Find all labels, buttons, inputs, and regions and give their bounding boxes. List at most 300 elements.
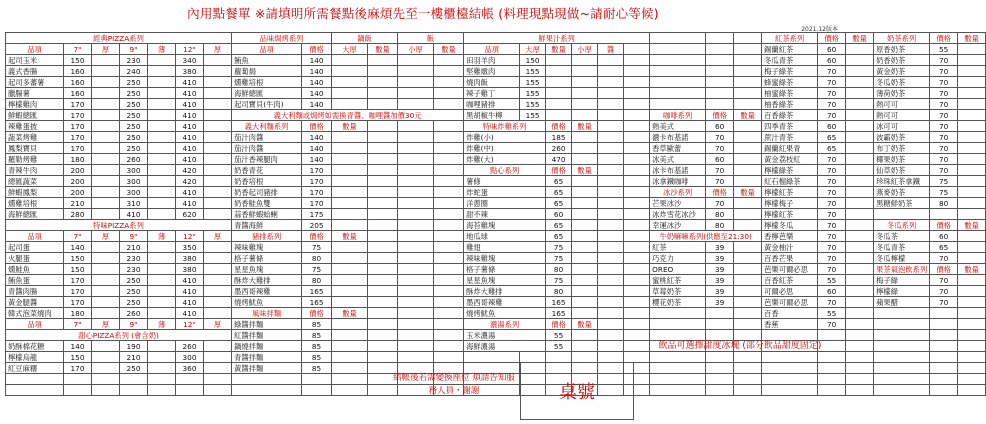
qty-cell[interactable]: [232, 374, 302, 385]
qty-cell[interactable]: [846, 176, 874, 187]
qty-cell[interactable]: [332, 264, 368, 275]
qty-cell[interactable]: [6, 385, 64, 396]
qty-cell[interactable]: [846, 275, 874, 286]
qty-cell[interactable]: [598, 121, 624, 132]
qty-cell[interactable]: [64, 374, 92, 385]
qty-cell[interactable]: [958, 88, 986, 99]
qty-cell[interactable]: [624, 308, 650, 319]
qty-cell[interactable]: [204, 198, 232, 209]
qty-cell[interactable]: [546, 110, 572, 121]
qty-cell[interactable]: [398, 319, 434, 330]
qty-cell[interactable]: [434, 132, 464, 143]
qty-cell[interactable]: [734, 220, 762, 231]
qty-cell[interactable]: [598, 99, 624, 110]
qty-cell[interactable]: [624, 110, 650, 121]
qty-cell[interactable]: [204, 275, 232, 286]
qty-cell[interactable]: [846, 341, 874, 352]
qty-cell[interactable]: [650, 99, 706, 110]
qty-cell[interactable]: [930, 308, 958, 319]
qty-cell[interactable]: [368, 253, 398, 264]
qty-cell[interactable]: [846, 99, 874, 110]
qty-cell[interactable]: [204, 286, 232, 297]
qty-cell[interactable]: [572, 297, 598, 308]
qty-cell[interactable]: [92, 154, 120, 165]
qty-cell[interactable]: [368, 264, 398, 275]
qty-cell[interactable]: [624, 242, 650, 253]
qty-cell[interactable]: [598, 275, 624, 286]
qty-cell[interactable]: [204, 385, 232, 396]
qty-cell[interactable]: [874, 209, 930, 220]
qty-cell[interactable]: [572, 198, 598, 209]
qty-cell[interactable]: [148, 385, 176, 396]
qty-cell[interactable]: [958, 341, 986, 352]
qty-cell[interactable]: [148, 363, 176, 374]
qty-cell[interactable]: [368, 286, 398, 297]
qty-cell[interactable]: [572, 253, 598, 264]
qty-cell[interactable]: [734, 176, 762, 187]
qty-cell[interactable]: [930, 319, 958, 330]
table-number-box[interactable]: [520, 362, 634, 420]
qty-cell[interactable]: [332, 363, 368, 374]
qty-cell[interactable]: [598, 264, 624, 275]
qty-cell[interactable]: [434, 121, 464, 132]
qty-cell[interactable]: [958, 143, 986, 154]
qty-cell[interactable]: [846, 66, 874, 77]
qty-cell[interactable]: [148, 176, 176, 187]
qty-cell[interactable]: [148, 297, 176, 308]
qty-cell[interactable]: [846, 132, 874, 143]
qty-cell[interactable]: [398, 77, 434, 88]
qty-cell[interactable]: [846, 297, 874, 308]
qty-cell[interactable]: [734, 253, 762, 264]
qty-cell[interactable]: [846, 286, 874, 297]
qty-cell[interactable]: [148, 187, 176, 198]
qty-cell[interactable]: [734, 132, 762, 143]
qty-cell[interactable]: [598, 198, 624, 209]
qty-cell[interactable]: [958, 308, 986, 319]
qty-cell[interactable]: [332, 77, 368, 88]
qty-cell[interactable]: [332, 330, 368, 341]
qty-cell[interactable]: [368, 220, 398, 231]
qty-cell[interactable]: [148, 77, 176, 88]
qty-cell[interactable]: [846, 253, 874, 264]
qty-cell[interactable]: [958, 209, 986, 220]
qty-cell[interactable]: [92, 242, 120, 253]
qty-cell[interactable]: [624, 264, 650, 275]
qty-cell[interactable]: [398, 99, 434, 110]
qty-cell[interactable]: [846, 385, 874, 396]
qty-cell[interactable]: [650, 44, 706, 55]
qty-cell[interactable]: [930, 352, 958, 363]
qty-cell[interactable]: [624, 231, 650, 242]
qty-cell[interactable]: [598, 352, 624, 363]
qty-cell[interactable]: [204, 99, 232, 110]
qty-cell[interactable]: [176, 385, 204, 396]
qty-cell[interactable]: [930, 330, 958, 341]
qty-cell[interactable]: [572, 88, 598, 99]
qty-cell[interactable]: [92, 55, 120, 66]
qty-cell[interactable]: [930, 385, 958, 396]
qty-cell[interactable]: [204, 363, 232, 374]
qty-cell[interactable]: [398, 176, 434, 187]
qty-cell[interactable]: [148, 132, 176, 143]
qty-cell[interactable]: [398, 275, 434, 286]
qty-cell[interactable]: [434, 88, 464, 99]
qty-cell[interactable]: [958, 110, 986, 121]
qty-cell[interactable]: [204, 253, 232, 264]
qty-cell[interactable]: [598, 88, 624, 99]
qty-cell[interactable]: [572, 275, 598, 286]
qty-cell[interactable]: [434, 286, 464, 297]
qty-cell[interactable]: [368, 231, 398, 242]
qty-cell[interactable]: [734, 374, 762, 385]
qty-cell[interactable]: [302, 374, 332, 385]
qty-cell[interactable]: [398, 308, 434, 319]
qty-cell[interactable]: [434, 209, 464, 220]
qty-cell[interactable]: [624, 319, 650, 330]
qty-cell[interactable]: [572, 209, 598, 220]
qty-cell[interactable]: [846, 55, 874, 66]
qty-cell[interactable]: [572, 341, 598, 352]
qty-cell[interactable]: [958, 55, 986, 66]
qty-cell[interactable]: [706, 66, 734, 77]
qty-cell[interactable]: [204, 66, 232, 77]
qty-cell[interactable]: [434, 231, 464, 242]
qty-cell[interactable]: [846, 165, 874, 176]
qty-cell[interactable]: [624, 253, 650, 264]
qty-cell[interactable]: [332, 66, 368, 77]
qty-cell[interactable]: [624, 121, 650, 132]
qty-cell[interactable]: [92, 297, 120, 308]
qty-cell[interactable]: [368, 319, 398, 330]
qty-cell[interactable]: [958, 121, 986, 132]
qty-cell[interactable]: [598, 242, 624, 253]
qty-cell[interactable]: [572, 55, 598, 66]
qty-cell[interactable]: [958, 297, 986, 308]
qty-cell[interactable]: [92, 363, 120, 374]
qty-cell[interactable]: [332, 132, 368, 143]
qty-cell[interactable]: [846, 220, 874, 231]
qty-cell[interactable]: [624, 55, 650, 66]
qty-cell[interactable]: [846, 330, 874, 341]
qty-cell[interactable]: [624, 154, 650, 165]
qty-cell[interactable]: [598, 110, 624, 121]
qty-cell[interactable]: [398, 154, 434, 165]
qty-cell[interactable]: [598, 154, 624, 165]
qty-cell[interactable]: [958, 44, 986, 55]
qty-cell[interactable]: [734, 308, 762, 319]
qty-cell[interactable]: [874, 374, 930, 385]
qty-cell[interactable]: [958, 319, 986, 330]
qty-cell[interactable]: [148, 341, 176, 352]
qty-cell[interactable]: [958, 176, 986, 187]
qty-cell[interactable]: [818, 363, 846, 374]
qty-cell[interactable]: [958, 154, 986, 165]
qty-cell[interactable]: [734, 319, 762, 330]
qty-cell[interactable]: [204, 264, 232, 275]
qty-cell[interactable]: [650, 308, 706, 319]
qty-cell[interactable]: [706, 363, 734, 374]
qty-cell[interactable]: [120, 374, 148, 385]
qty-cell[interactable]: [734, 143, 762, 154]
qty-cell[interactable]: [204, 121, 232, 132]
qty-cell[interactable]: [368, 165, 398, 176]
qty-cell[interactable]: [398, 121, 434, 132]
qty-cell[interactable]: [572, 110, 598, 121]
qty-cell[interactable]: [434, 242, 464, 253]
qty-cell[interactable]: [598, 132, 624, 143]
qty-cell[interactable]: [650, 319, 706, 330]
qty-cell[interactable]: [598, 143, 624, 154]
qty-cell[interactable]: [846, 121, 874, 132]
qty-cell[interactable]: [546, 99, 572, 110]
qty-cell[interactable]: [706, 55, 734, 66]
qty-cell[interactable]: [846, 209, 874, 220]
qty-cell[interactable]: [734, 242, 762, 253]
qty-cell[interactable]: [958, 253, 986, 264]
qty-cell[interactable]: [734, 286, 762, 297]
qty-cell[interactable]: [846, 77, 874, 88]
qty-cell[interactable]: [434, 66, 464, 77]
qty-cell[interactable]: [148, 88, 176, 99]
qty-cell[interactable]: [204, 374, 232, 385]
qty-cell[interactable]: [92, 341, 120, 352]
qty-cell[interactable]: [148, 143, 176, 154]
qty-cell[interactable]: [398, 187, 434, 198]
qty-cell[interactable]: [332, 88, 368, 99]
qty-cell[interactable]: [874, 352, 930, 363]
qty-cell[interactable]: [368, 132, 398, 143]
qty-cell[interactable]: [650, 88, 706, 99]
qty-cell[interactable]: [874, 385, 930, 396]
qty-cell[interactable]: [598, 77, 624, 88]
qty-cell[interactable]: [958, 198, 986, 209]
qty-cell[interactable]: [398, 55, 434, 66]
qty-cell[interactable]: [846, 352, 874, 363]
qty-cell[interactable]: [92, 264, 120, 275]
qty-cell[interactable]: [204, 88, 232, 99]
qty-cell[interactable]: [92, 88, 120, 99]
qty-cell[interactable]: [92, 308, 120, 319]
qty-cell[interactable]: [92, 209, 120, 220]
qty-cell[interactable]: [734, 44, 762, 55]
qty-cell[interactable]: [958, 99, 986, 110]
qty-cell[interactable]: [958, 77, 986, 88]
qty-cell[interactable]: [846, 187, 874, 198]
qty-cell[interactable]: [368, 176, 398, 187]
qty-cell[interactable]: [846, 110, 874, 121]
qty-cell[interactable]: [734, 55, 762, 66]
qty-cell[interactable]: [874, 308, 930, 319]
qty-cell[interactable]: [846, 242, 874, 253]
qty-cell[interactable]: [572, 154, 598, 165]
qty-cell[interactable]: [148, 286, 176, 297]
qty-cell[interactable]: [734, 165, 762, 176]
qty-cell[interactable]: [368, 352, 398, 363]
qty-cell[interactable]: [148, 121, 176, 132]
qty-cell[interactable]: [368, 242, 398, 253]
qty-cell[interactable]: [92, 176, 120, 187]
qty-cell[interactable]: [958, 385, 986, 396]
qty-cell[interactable]: [624, 209, 650, 220]
qty-cell[interactable]: [572, 99, 598, 110]
qty-cell[interactable]: [846, 143, 874, 154]
qty-cell[interactable]: [232, 385, 302, 396]
qty-cell[interactable]: [650, 77, 706, 88]
qty-cell[interactable]: [572, 308, 598, 319]
qty-cell[interactable]: [464, 352, 520, 363]
qty-cell[interactable]: [734, 121, 762, 132]
qty-cell[interactable]: [846, 363, 874, 374]
qty-cell[interactable]: [598, 308, 624, 319]
qty-cell[interactable]: [734, 385, 762, 396]
qty-cell[interactable]: [176, 374, 204, 385]
qty-cell[interactable]: [734, 209, 762, 220]
qty-cell[interactable]: [368, 55, 398, 66]
qty-cell[interactable]: [148, 374, 176, 385]
qty-cell[interactable]: [332, 176, 368, 187]
qty-cell[interactable]: [958, 286, 986, 297]
qty-cell[interactable]: [332, 187, 368, 198]
qty-cell[interactable]: [204, 154, 232, 165]
qty-cell[interactable]: [148, 264, 176, 275]
qty-cell[interactable]: [734, 352, 762, 363]
qty-cell[interactable]: [624, 99, 650, 110]
qty-cell[interactable]: [624, 165, 650, 176]
qty-cell[interactable]: [398, 198, 434, 209]
qty-cell[interactable]: [204, 77, 232, 88]
qty-cell[interactable]: [92, 187, 120, 198]
qty-cell[interactable]: [546, 88, 572, 99]
qty-cell[interactable]: [874, 363, 930, 374]
qty-cell[interactable]: [204, 297, 232, 308]
qty-cell[interactable]: [846, 88, 874, 99]
qty-cell[interactable]: [368, 99, 398, 110]
qty-cell[interactable]: [874, 330, 930, 341]
qty-cell[interactable]: [958, 275, 986, 286]
qty-cell[interactable]: [434, 165, 464, 176]
qty-cell[interactable]: [332, 154, 368, 165]
qty-cell[interactable]: [148, 209, 176, 220]
qty-cell[interactable]: [204, 352, 232, 363]
qty-cell[interactable]: [546, 352, 572, 363]
qty-cell[interactable]: [624, 176, 650, 187]
qty-cell[interactable]: [650, 66, 706, 77]
qty-cell[interactable]: [762, 352, 818, 363]
qty-cell[interactable]: [92, 275, 120, 286]
qty-cell[interactable]: [706, 77, 734, 88]
qty-cell[interactable]: [598, 165, 624, 176]
qty-cell[interactable]: [598, 330, 624, 341]
qty-cell[interactable]: [624, 275, 650, 286]
qty-cell[interactable]: [572, 176, 598, 187]
qty-cell[interactable]: [148, 242, 176, 253]
qty-cell[interactable]: [434, 55, 464, 66]
qty-cell[interactable]: [148, 110, 176, 121]
qty-cell[interactable]: [650, 385, 706, 396]
qty-cell[interactable]: [572, 264, 598, 275]
qty-cell[interactable]: [332, 55, 368, 66]
qty-cell[interactable]: [92, 352, 120, 363]
qty-cell[interactable]: [398, 352, 434, 363]
qty-cell[interactable]: [624, 132, 650, 143]
qty-cell[interactable]: [624, 66, 650, 77]
qty-cell[interactable]: [598, 187, 624, 198]
qty-cell[interactable]: [624, 220, 650, 231]
qty-cell[interactable]: [92, 143, 120, 154]
qty-cell[interactable]: [332, 99, 368, 110]
qty-cell[interactable]: [204, 132, 232, 143]
qty-cell[interactable]: [434, 99, 464, 110]
qty-cell[interactable]: [302, 385, 332, 396]
qty-cell[interactable]: [434, 143, 464, 154]
qty-cell[interactable]: [572, 143, 598, 154]
qty-cell[interactable]: [398, 143, 434, 154]
qty-cell[interactable]: [204, 187, 232, 198]
qty-cell[interactable]: [958, 352, 986, 363]
qty-cell[interactable]: [398, 66, 434, 77]
qty-cell[interactable]: [332, 165, 368, 176]
qty-cell[interactable]: [624, 198, 650, 209]
qty-cell[interactable]: [92, 121, 120, 132]
qty-cell[interactable]: [572, 77, 598, 88]
qty-cell[interactable]: [706, 319, 734, 330]
qty-cell[interactable]: [434, 308, 464, 319]
qty-cell[interactable]: [734, 154, 762, 165]
qty-cell[interactable]: [706, 352, 734, 363]
qty-cell[interactable]: [368, 77, 398, 88]
qty-cell[interactable]: [434, 275, 464, 286]
qty-cell[interactable]: [930, 209, 958, 220]
qty-cell[interactable]: [148, 308, 176, 319]
qty-cell[interactable]: [706, 44, 734, 55]
qty-cell[interactable]: [598, 231, 624, 242]
qty-cell[interactable]: [332, 352, 368, 363]
qty-cell[interactable]: [92, 374, 120, 385]
qty-cell[interactable]: [92, 132, 120, 143]
qty-cell[interactable]: [624, 286, 650, 297]
qty-cell[interactable]: [332, 275, 368, 286]
qty-cell[interactable]: [148, 154, 176, 165]
qty-cell[interactable]: [6, 374, 64, 385]
qty-cell[interactable]: [92, 110, 120, 121]
qty-cell[interactable]: [204, 341, 232, 352]
qty-cell[interactable]: [572, 242, 598, 253]
qty-cell[interactable]: [332, 209, 368, 220]
qty-cell[interactable]: [958, 242, 986, 253]
qty-cell[interactable]: [332, 143, 368, 154]
qty-cell[interactable]: [650, 352, 706, 363]
qty-cell[interactable]: [148, 66, 176, 77]
qty-cell[interactable]: [204, 242, 232, 253]
qty-cell[interactable]: [572, 187, 598, 198]
qty-cell[interactable]: [546, 66, 572, 77]
qty-cell[interactable]: [572, 352, 598, 363]
qty-cell[interactable]: [572, 66, 598, 77]
qty-cell[interactable]: [598, 55, 624, 66]
qty-cell[interactable]: [546, 55, 572, 66]
qty-cell[interactable]: [398, 165, 434, 176]
qty-cell[interactable]: [598, 286, 624, 297]
qty-cell[interactable]: [650, 55, 706, 66]
qty-cell[interactable]: [398, 220, 434, 231]
qty-cell[interactable]: [368, 330, 398, 341]
qty-cell[interactable]: [332, 385, 368, 396]
qty-cell[interactable]: [818, 385, 846, 396]
qty-cell[interactable]: [734, 297, 762, 308]
qty-cell[interactable]: [572, 220, 598, 231]
qty-cell[interactable]: [398, 242, 434, 253]
